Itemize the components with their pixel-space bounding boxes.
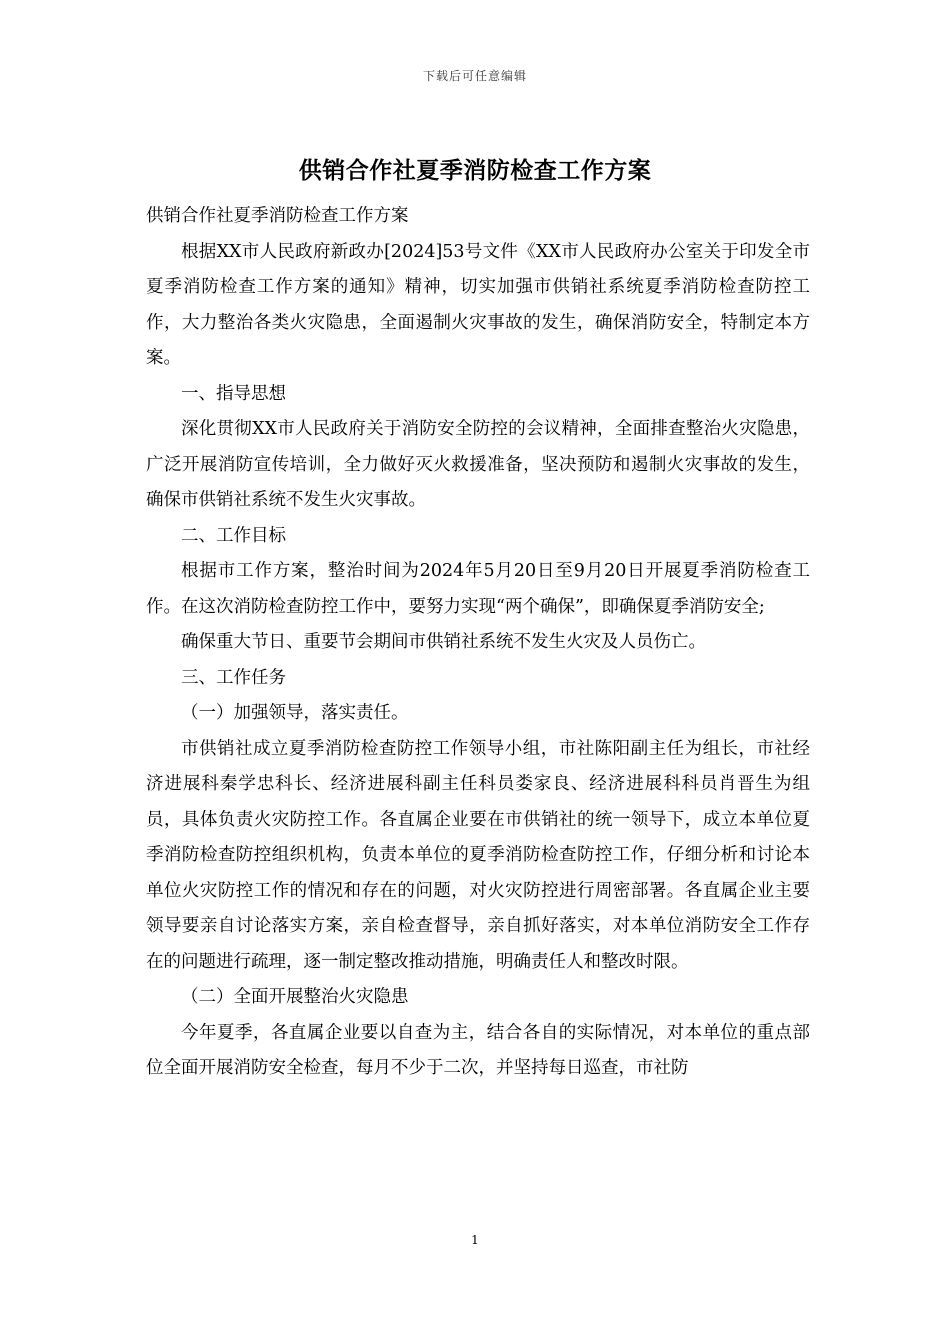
section-heading: 二、工作目标	[181, 525, 286, 546]
paragraph: 今年夏季，各直属企业要以自查为主，结合各自的实际情况，对本单位的重点部位全面开展消防安全检查，每月不少于二次，并坚持每日巡查，市社防	[146, 1022, 810, 1078]
subsection-heading: （二）全面开展整治火灾隐患	[181, 987, 409, 1007]
section-heading: 一、指导思想	[181, 383, 286, 404]
paragraph: 市供销社成立夏季消防检查防控工作领导小组，市社陈阳副主任为组长，市社经济进展科秦学忠科长、经济进展科副主任科员娄家良、经济进展科科员肖晋生为组员，具体负责火灾防控工作。各直属企业要在市供销社的统一领导下，成立本单位夏季消防检查防控组织机构，负责本单位的夏季消防检查防控工作，仔细分析和讨论本单位火灾防控工作的情况和存在的问题，对火灾防控进行周密部署。各直属企业主要领导要亲自讨论落实方案，亲自检查督导，亲自抓好落实，对本单位消防安全工作存在的问题进行疏理，逐一制定整改推动措施，明确责任人和整改时限。	[146, 738, 810, 972]
paragraph: 根据市工作方案，整治时间为2024年5月20日至9月20日开展夏季消防检查工作。在这次消防检查防控工作中，要努力实现“两个确保”，即确保夏季消防安全;	[146, 561, 810, 617]
section-heading: 三、工作任务	[181, 667, 286, 688]
paragraph: 确保重大节日、重要节会期间市供销社系统不发生火灾及人员伤亡。	[181, 632, 706, 652]
document-body	[146, 199, 810, 1087]
page-number: 1	[471, 1233, 479, 1247]
paragraph: 深化贯彻XX市人民政府关于消防安全防控的会议精神，全面排查整治火灾隐患，广泛开展消防宣传培训，全力做好灭火救援准备，坚决预防和遏制火灾事故的发生，确保市供销社系统不发生火灾事故。	[146, 419, 810, 510]
subsection-heading: （一）加强领导，落实责任。	[181, 703, 409, 723]
paragraph: 供销合作社夏季消防检查工作方案	[146, 206, 409, 226]
paragraph: 根据XX市人民政府新政办[2024]53号文件《XX市人民政府办公室关于印发全市夏季消防检查工作方案的通知》精神，切实加强市供销社系统夏季消防检查防控工作，大力整治各类火灾隐患，全面遏制火灾事故的发生，确保消防安全，特制定本方案。	[146, 241, 810, 368]
header-note: 下载后可任意编辑	[422, 69, 527, 83]
document-title: 供销合作社夏季消防检查工作方案	[298, 157, 652, 184]
